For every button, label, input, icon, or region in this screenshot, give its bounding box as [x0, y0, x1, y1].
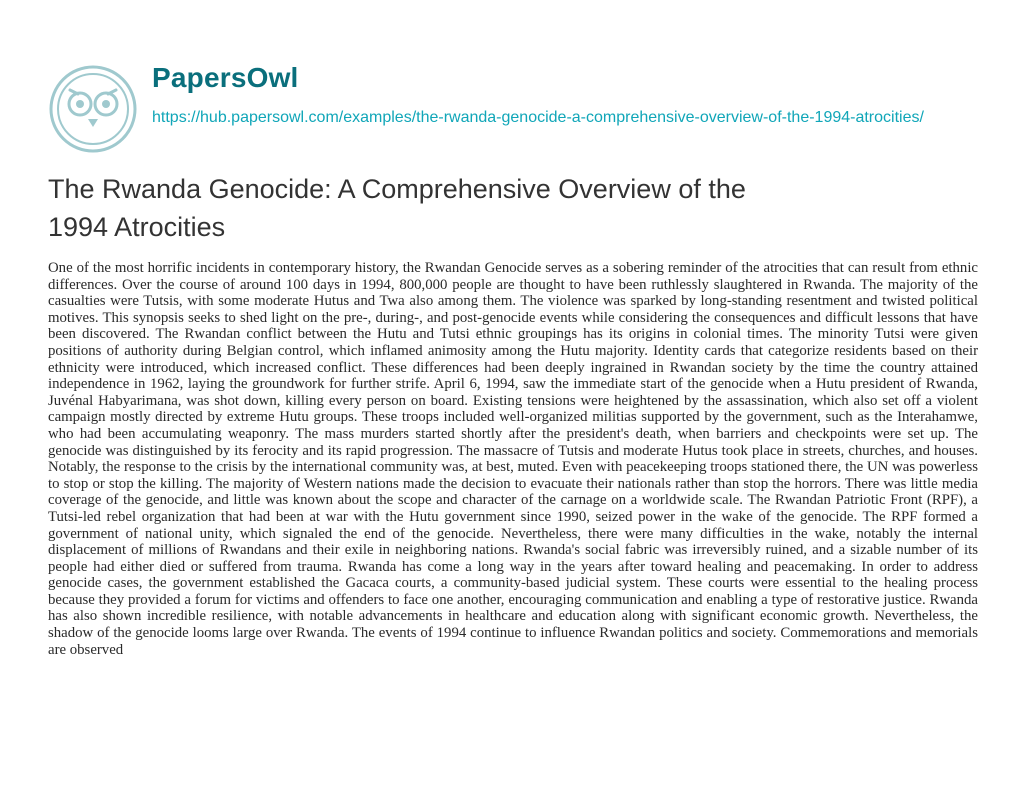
essay-body: One of the most horrific incidents in contemporary history, the Rwandan Genocide serves as a sobering reminder of the atrocities that can result from ethnic differences. Over the course of around 100 days in 1994, 800,000 people are thought to have been ruthlessly slaughtered in Rwanda. The majority of the casualties were Tutsis, with some moderate Hutus and Twa also among them. The violence was sparked by long-standing resentment and twisted political motives. This synopsis seeks to shed light on the pre-, during-, and post-genocide events while considering the consequences and difficult lessons that have been discovered. The Rwandan conflict between the Hutu and Tutsi ethnic groupings has its origins in colonial times. The minority Tutsi were given positions of authority during Belgian control, which inflamed animosity among the Hutu majority. Identity cards that categorize residents based on their ethnicity were introduced, which increased conflict. These differences had been deeply ingrained in Rwandan society by the time the country attained independence in 1962, laying the groundwork for further strife. April 6, 1994, saw the immediate start of the genocide when a Hutu president of Rwanda, Juvénal Habyarimana, was shot down, killing every person on board. Existing tensions were heightened by the assassination, which also set off a violent campaign mostly directed by extreme Hutu groups. These troops included well-organized militias supported by the government, such as the Interahamwe, who had been accumulating weaponry. The mass murders started shortly after the president's death, when barriers and checkpoints were set up. The genocide was distinguished by its ferocity and its rapid progression. The massacre of Tutsis and moderate Hutus took place in streets, churches, and houses. Notably, the response to the crisis by the international community was, at best, muted. Even with peacekeeping troops stationed there, the UN was powerless to stop or stop the killing. The majority of Western nations made the decision to evacuate their nationals rather than stop the horrors. There was little media coverage of the genocide, and little was known about the scope and character of the carnage on a worldwide scale. The Rwandan Patriotic Front (RPF), a Tutsi-led rebel organization that had been at war with the Hutu government since 1990, seized power in the wake of the genocide. The RPF formed a government of national unity, which signaled the end of the genocide. Nevertheless, there were many difficulties in the wake, notably the internal displacement of millions of Rwandans and their exile in neighboring nations. Rwanda's social fabric was irreversibly ruined, and a sizable number of its people had either died or suffered from trauma. Rwanda has come a long way in the years after toward healing and peacemaking. In order to address genocide cases, the government established the Gacaca courts, a community-based judicial system. These courts were essential to the healing process because they provided a forum for victims and offenders to face one another, encouraging communication and enabling a type of restorative justice. Rwanda has also shown incredible resilience, with notable advancements in healthcare and education along with significant economic growth. Nevertheless, the shadow of the genocide looms large over Rwanda. The events of 1994 continue to influence Rwandan politics and society. Commemorations and memorials are observed: [48, 260, 978, 658]
site-header: [48, 36, 988, 156]
article-url-link[interactable]: https://hub.papersowl.com/examples/the-rwanda-genocide-a-comprehensive-overview-of-the-1994-atrocities/: [152, 109, 924, 126]
page-title: The Rwanda Genocide: A Comprehensive Overview of the 1994 Atrocities: [48, 174, 746, 242]
site-name[interactable]: PapersOwl: [152, 62, 299, 93]
owl-logo-icon[interactable]: [48, 64, 138, 154]
